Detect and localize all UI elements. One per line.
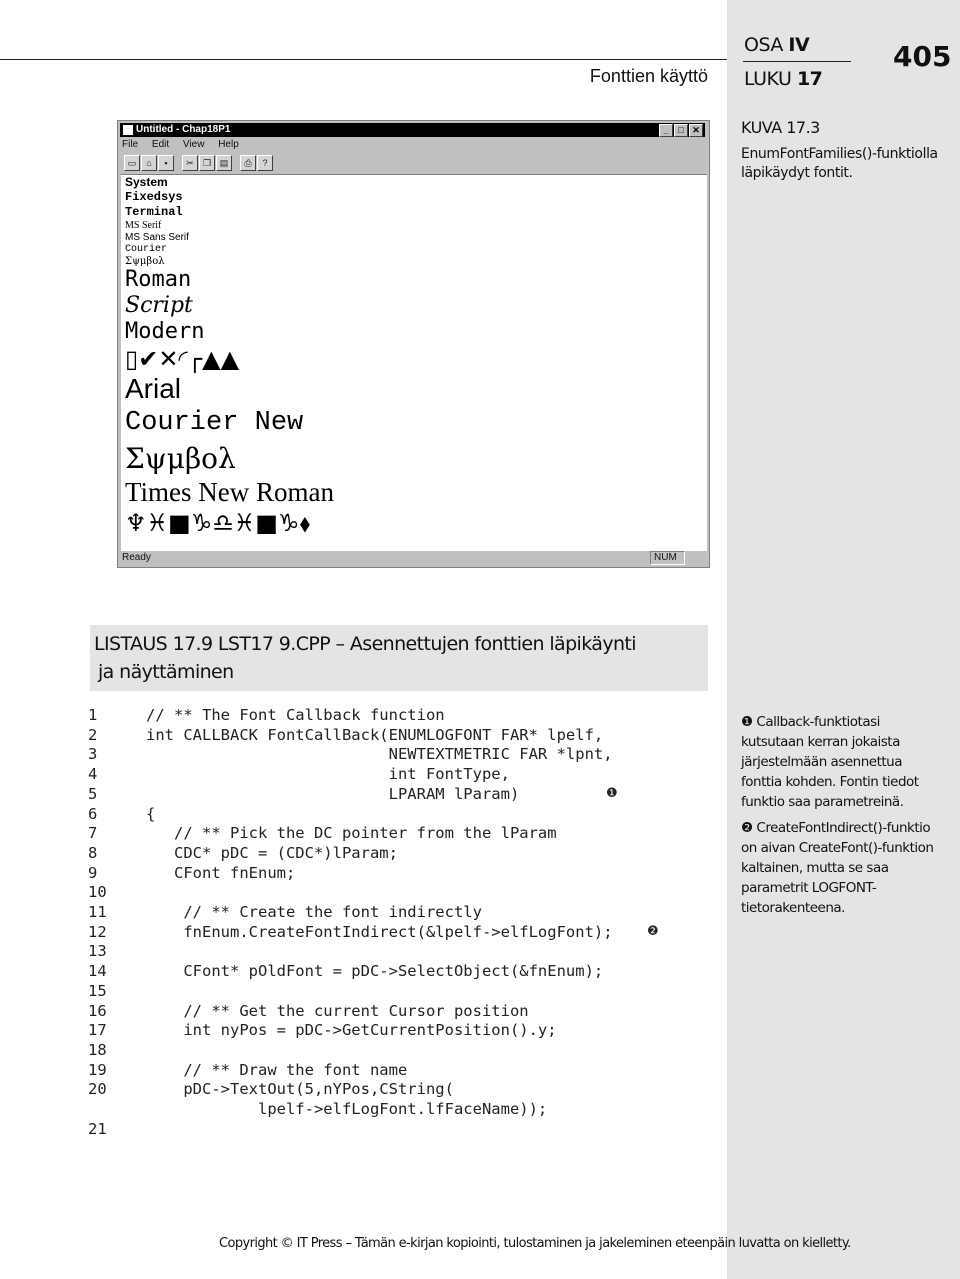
copyright-footer: Copyright © IT Press – Tämän e-kirjan kopiointi, tulostaminen ja jakeleminen eteenpäin luvatta on kielletty. (219, 1236, 851, 1251)
part-rule (743, 61, 851, 62)
font-name-terminal: Terminal (125, 205, 183, 219)
line-number: 21 (88, 1119, 107, 1138)
font-name-courier-new: Courier New (125, 408, 304, 438)
font-name-script: Script (125, 293, 193, 318)
code-text: fnEnum.CreateFontIndirect(&lpelf->elfLogFont); (146, 922, 613, 941)
line-number: 16 (88, 1001, 107, 1020)
font-name-modern: Modern (125, 319, 205, 344)
close-icon[interactable]: ✕ (689, 124, 703, 137)
code-text: { (146, 804, 156, 823)
code-text: // ** The Font Callback function (146, 706, 445, 724)
app-icon (123, 125, 133, 135)
callout-marker: ❶ (606, 785, 618, 801)
new-icon[interactable]: ▭ (124, 155, 140, 171)
chapter-number: 17 (796, 68, 823, 90)
font-name-arial: Arial (125, 373, 182, 404)
paste-icon[interactable]: ▤ (216, 155, 232, 171)
font-sample-symbol-large: Σψμβολ (125, 442, 236, 475)
line-number: 3 (88, 745, 98, 764)
callout-marker: ❷ (647, 923, 659, 939)
line-number: 12 (88, 922, 107, 941)
line-number: 7 (88, 824, 98, 843)
copy-icon[interactable]: ❐ (199, 155, 215, 171)
page-number: 405 (893, 40, 952, 73)
save-icon[interactable]: ▪ (158, 155, 174, 171)
right-margin-panel (727, 0, 960, 1279)
figure-label: KUVA 17.3 (741, 118, 820, 137)
code-text: CFont fnEnum; (146, 863, 296, 882)
code-text: int FontType, (146, 765, 510, 784)
line-number: 4 (88, 765, 98, 784)
line-number: 15 (88, 981, 107, 1000)
line-number: 6 (88, 804, 98, 823)
maximize-icon[interactable]: □ (674, 124, 688, 137)
code-text: CFont* pOldFont = pDC->SelectObject(&fnEnum); (146, 962, 604, 981)
line-number: 1 (88, 706, 98, 724)
line-number: 2 (88, 725, 98, 744)
window-title: Untitled - Chap18P1 (136, 124, 231, 135)
listing-title-line1: LISTAUS 17.9 LST17 9.CPP – Asennettujen fonttien läpikäynti (94, 633, 636, 655)
code-text: int nyPos = pDC->GetCurrentPosition().y; (146, 1021, 557, 1040)
code-text: // ** Pick the DC pointer from the lParam (146, 824, 557, 843)
listing-title-line2: ja näyttäminen (98, 661, 234, 683)
line-number: 18 (88, 1040, 107, 1059)
menu-bar (122, 138, 250, 152)
part-label: OSA IV (744, 34, 810, 56)
code-text: // ** Get the current Cursor position (146, 1001, 529, 1020)
menu-help[interactable]: Help (218, 139, 239, 150)
print-icon[interactable]: ⎙ (240, 155, 256, 171)
cut-icon[interactable]: ✂ (182, 155, 198, 171)
line-number: 17 (88, 1021, 107, 1040)
font-sample-wingdings: ♆♓■♑♎♓■♑⬧ (125, 509, 311, 537)
code-text: // ** Draw the font name (146, 1060, 408, 1079)
header-rule (0, 59, 727, 60)
app-window-screenshot (117, 120, 710, 568)
code-text: CDC* pDC = (CDC*)lParam; (146, 843, 398, 862)
font-sample-symbol-small: Σψμβολ (125, 256, 165, 267)
chapter-label: LUKU 17 (744, 68, 823, 90)
listing-header (90, 625, 708, 691)
line-number: 11 (88, 903, 107, 921)
minimize-icon[interactable]: _ (659, 124, 673, 137)
toolbar (120, 153, 705, 173)
help-icon[interactable]: ? (257, 155, 273, 171)
note-1: ❶ Callback-funktiotasi kutsutaan kerran jokaista järjestelmään asennettua fonttia kohden. Fontin tiedot funktio saa parametreinä. (741, 714, 919, 810)
font-name-system: System (125, 175, 168, 189)
window-titlebar (120, 123, 705, 137)
line-number: 14 (88, 962, 107, 981)
line-number: 8 (88, 843, 98, 862)
open-icon[interactable]: ⌂ (141, 155, 157, 171)
code-text: NEWTEXTMETRIC FAR *lpnt, (146, 745, 613, 764)
line-number: 10 (88, 883, 107, 902)
line-number: 20 (88, 1080, 107, 1099)
line-number: 13 (88, 942, 107, 961)
code-text: LPARAM lParam) (146, 784, 520, 803)
margin-notes (741, 712, 946, 924)
font-name-roman: Roman (125, 267, 192, 292)
code-text: pDC->TextOut(5,nYPos,CString( (146, 1080, 454, 1099)
chapter-title: Fonttien käyttö (589, 66, 708, 86)
menu-edit[interactable]: Edit (151, 139, 170, 150)
font-name-fixedsys: Fixedsys (125, 190, 183, 204)
font-name-times-new-roman: Times New Roman (125, 477, 335, 507)
font-name-courier: Courier (125, 244, 168, 255)
window-controls (658, 124, 703, 138)
status-num-indicator: NUM (650, 551, 685, 565)
status-ready: Ready (122, 552, 151, 563)
note-2: ❷ CreateFontIndirect()-funktio on aivan CreateFont()-funktion kaltainen, mutta se saa parametrit LOGFONT-tietorakenteena. (741, 820, 934, 916)
status-bar (120, 551, 705, 565)
code-text: int CALLBACK FontCallBack(ENUMLOGFONT FAR* lpelf, (146, 725, 604, 744)
font-sample-marlett: ▯✔✕◜┌▲▲ (125, 345, 240, 373)
menu-file[interactable]: File (122, 139, 139, 150)
line-number: 5 (88, 784, 98, 803)
font-list-area (121, 174, 707, 551)
font-name-ms-serif: MS Serif (125, 220, 162, 231)
line-number: 19 (88, 1060, 107, 1079)
part-number: IV (788, 34, 810, 56)
code-text: // ** Create the font indirectly (146, 903, 482, 921)
font-name-ms-sans-serif: MS Sans Serif (125, 232, 189, 243)
menu-view[interactable]: View (182, 139, 205, 150)
code-text: lpelf->elfLogFont.lfFaceName)); (146, 1100, 548, 1118)
figure-caption: EnumFontFamilies()-funktiolla läpikäydyt fontit. (741, 146, 938, 181)
line-number: 9 (88, 863, 98, 882)
